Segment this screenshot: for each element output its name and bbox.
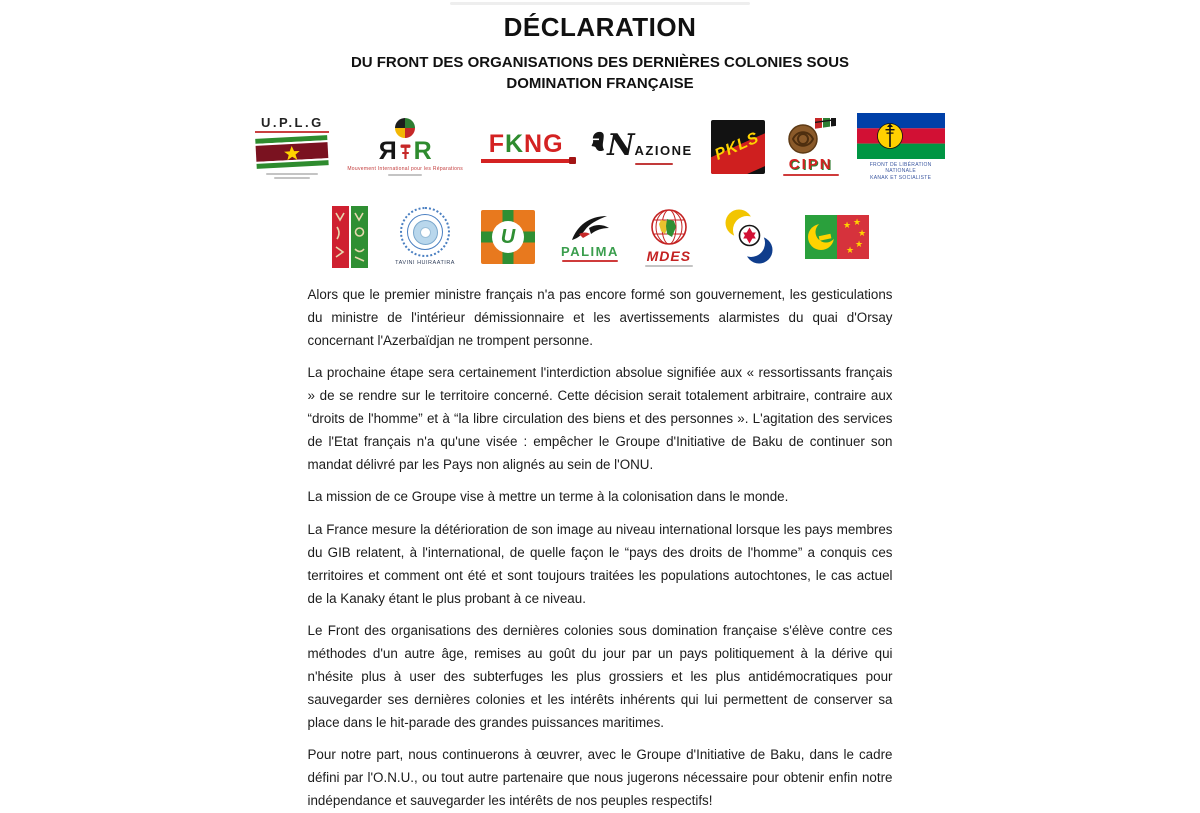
svg-text:★: ★ bbox=[852, 218, 861, 228]
document-content bbox=[260, 0, 932, 813]
pkls-label: PKLS bbox=[712, 129, 763, 164]
svg-text:★: ★ bbox=[854, 240, 863, 250]
logo-uplg bbox=[255, 116, 329, 179]
logo-mir bbox=[347, 118, 463, 176]
document-title: DÉCLARATION bbox=[503, 12, 697, 42]
mdes-label: MDES bbox=[646, 247, 692, 264]
fkng-ng: NG bbox=[524, 129, 564, 158]
svg-text:★: ★ bbox=[845, 246, 854, 256]
paragraph-5: Le Front des organisations des dernières colonies sous domination française s'élève contre ces méthodes d'un autre âge, remises au goût du jour par un pays politiquement à la dérive qui n'hésite plus à user des subterfuges les plus grossiers et les plus antidémocratiques pour sauvegarder ses dernières colonies et les intérêts inhérents qui lui permettent de conserver sa place dans le hit-parade des grandes puissances maritimes. bbox=[307, 623, 893, 730]
palima-small-caption bbox=[562, 260, 618, 262]
kanaky-flag-icon bbox=[857, 113, 945, 159]
svg-text:★: ★ bbox=[857, 229, 866, 239]
logo-flnks bbox=[857, 113, 945, 182]
logo-red-green-banner bbox=[331, 205, 369, 269]
tavini-seal-icon bbox=[400, 207, 450, 257]
uc-letter: U bbox=[500, 226, 516, 248]
mir-letter-left: Я bbox=[378, 137, 397, 165]
flnks-caption-line2: KANAK ET SOCIALISTE bbox=[870, 174, 932, 181]
mir-letters bbox=[379, 139, 432, 164]
logo-bonaire-emblem bbox=[719, 208, 779, 266]
cipn-small-caption bbox=[783, 174, 839, 176]
nazione-wordmark bbox=[589, 129, 693, 161]
paragraph-2: La prochaine étape sera certainement l'interdiction absolue signifiée aux « ressortissants français » de se rendre sur le territoire concerné. Cette décision serait totalement arbitraire, contraire aux “droits de l'homme” et à “la libre circulation des biens et des personnes ». L'agitation des services de l'Etat français n'a qu'une visée : empêcher le Groupe d'Initiative de Baku de continuer son mandat délivré par les Pays non alignés au sein de l'ONU. bbox=[307, 365, 893, 472]
logo-nazione bbox=[589, 129, 693, 165]
logo-fkng bbox=[481, 129, 571, 163]
uplg-small-caption bbox=[266, 173, 318, 175]
mir-circle-icon bbox=[395, 118, 415, 138]
mdes-globe-icon bbox=[646, 208, 692, 248]
mdes-small-caption bbox=[645, 265, 693, 267]
uplg-small-caption-2 bbox=[274, 177, 310, 179]
cipn-label: CIPN bbox=[788, 156, 833, 173]
logo-row-1 bbox=[260, 110, 932, 184]
palima-bird-icon bbox=[569, 212, 611, 244]
logo-union-caledonienne bbox=[481, 210, 535, 264]
uplg-flag-icon bbox=[255, 135, 329, 171]
logo-cipn bbox=[783, 118, 839, 176]
mir-hammer-icon bbox=[399, 143, 412, 160]
uplg-label: U.P.L.G bbox=[260, 114, 324, 130]
nazione-rest: AZIONE bbox=[634, 143, 693, 158]
fkng-k: K bbox=[504, 129, 525, 158]
subtitle-line-1: DU FRONT DES ORGANISATIONS DES DERNIÈRES COLONIES SOUS bbox=[350, 54, 850, 71]
uplg-caption-line bbox=[255, 131, 329, 133]
logo-pkls bbox=[711, 120, 765, 174]
document-subtitle bbox=[308, 52, 893, 94]
cipn-emblem-icon bbox=[785, 118, 837, 156]
green-red-stars-flag-icon bbox=[805, 215, 869, 259]
red-green-banner-icon bbox=[331, 205, 369, 269]
logo-row-2 bbox=[308, 200, 893, 274]
logo-green-red-stars-flag bbox=[805, 215, 869, 259]
fkng-underline-bar bbox=[481, 159, 571, 163]
declaration-body bbox=[308, 284, 893, 813]
mir-small-caption bbox=[388, 174, 422, 176]
pkls-emblem bbox=[711, 120, 765, 174]
fkng-label bbox=[488, 129, 564, 158]
palima-label: PALIMA bbox=[560, 244, 619, 259]
mir-caption: Mouvement International pour les Réparations bbox=[347, 166, 464, 172]
logo-palima bbox=[561, 212, 619, 262]
flnks-caption-line1: FRONT DE LIBÉRATION NATIONALE bbox=[869, 161, 932, 175]
mir-letter-right: R bbox=[413, 137, 432, 165]
svg-text:★: ★ bbox=[842, 221, 851, 231]
nazione-moor-head-icon bbox=[589, 129, 607, 155]
uc-emblem bbox=[481, 210, 535, 264]
nazione-script-caption bbox=[635, 163, 673, 165]
tavini-caption: TAVINI HUIRAATIRA bbox=[395, 260, 455, 267]
paragraph-3: La mission de ce Groupe vise à mettre un terme à la colonisation dans le monde. bbox=[307, 489, 789, 505]
paragraph-4: La France mesure la détérioration de son image au niveau international lorsque les pays membres du GIB relatent, à l'international, de quelle façon le “pays des droits de l'homme” a conquis ces territoires et comment ont été et sont toujours traitées les populations autochtones, le cas actuel de la Kanaky étant le plus probant à ce niveau. bbox=[307, 522, 893, 606]
flnks-caption bbox=[857, 162, 945, 182]
paragraph-1: Alors que le premier ministre français n'a pas encore formé son gouvernement, les gesticulations du ministre de l'intérieur démissionnaire et les avertissements alarmistes du quai d'Orsay concernant l'Azerbaïdjan ne trompent personne. bbox=[307, 287, 893, 348]
paragraph-6: Pour notre part, nous continuerons à œuvrer, avec le Groupe d'Initiative de Baku, dans le cadre défini par l'O.N.U., ou tout autre partenaire que nous jugerons nécessaire pour obtenir enfin notre indépendance et sauvegarder les intérêts de nos peuples respectifs! bbox=[307, 747, 893, 808]
cropped-top-text-artifact bbox=[450, 2, 750, 5]
bonaire-star-icon bbox=[719, 208, 779, 266]
nazione-initial: N bbox=[607, 128, 635, 163]
fkng-f: F bbox=[488, 129, 505, 158]
logo-mdes bbox=[645, 208, 693, 267]
subtitle-line-2: DOMINATION FRANÇAISE bbox=[506, 75, 694, 92]
logo-tavini bbox=[395, 207, 455, 267]
